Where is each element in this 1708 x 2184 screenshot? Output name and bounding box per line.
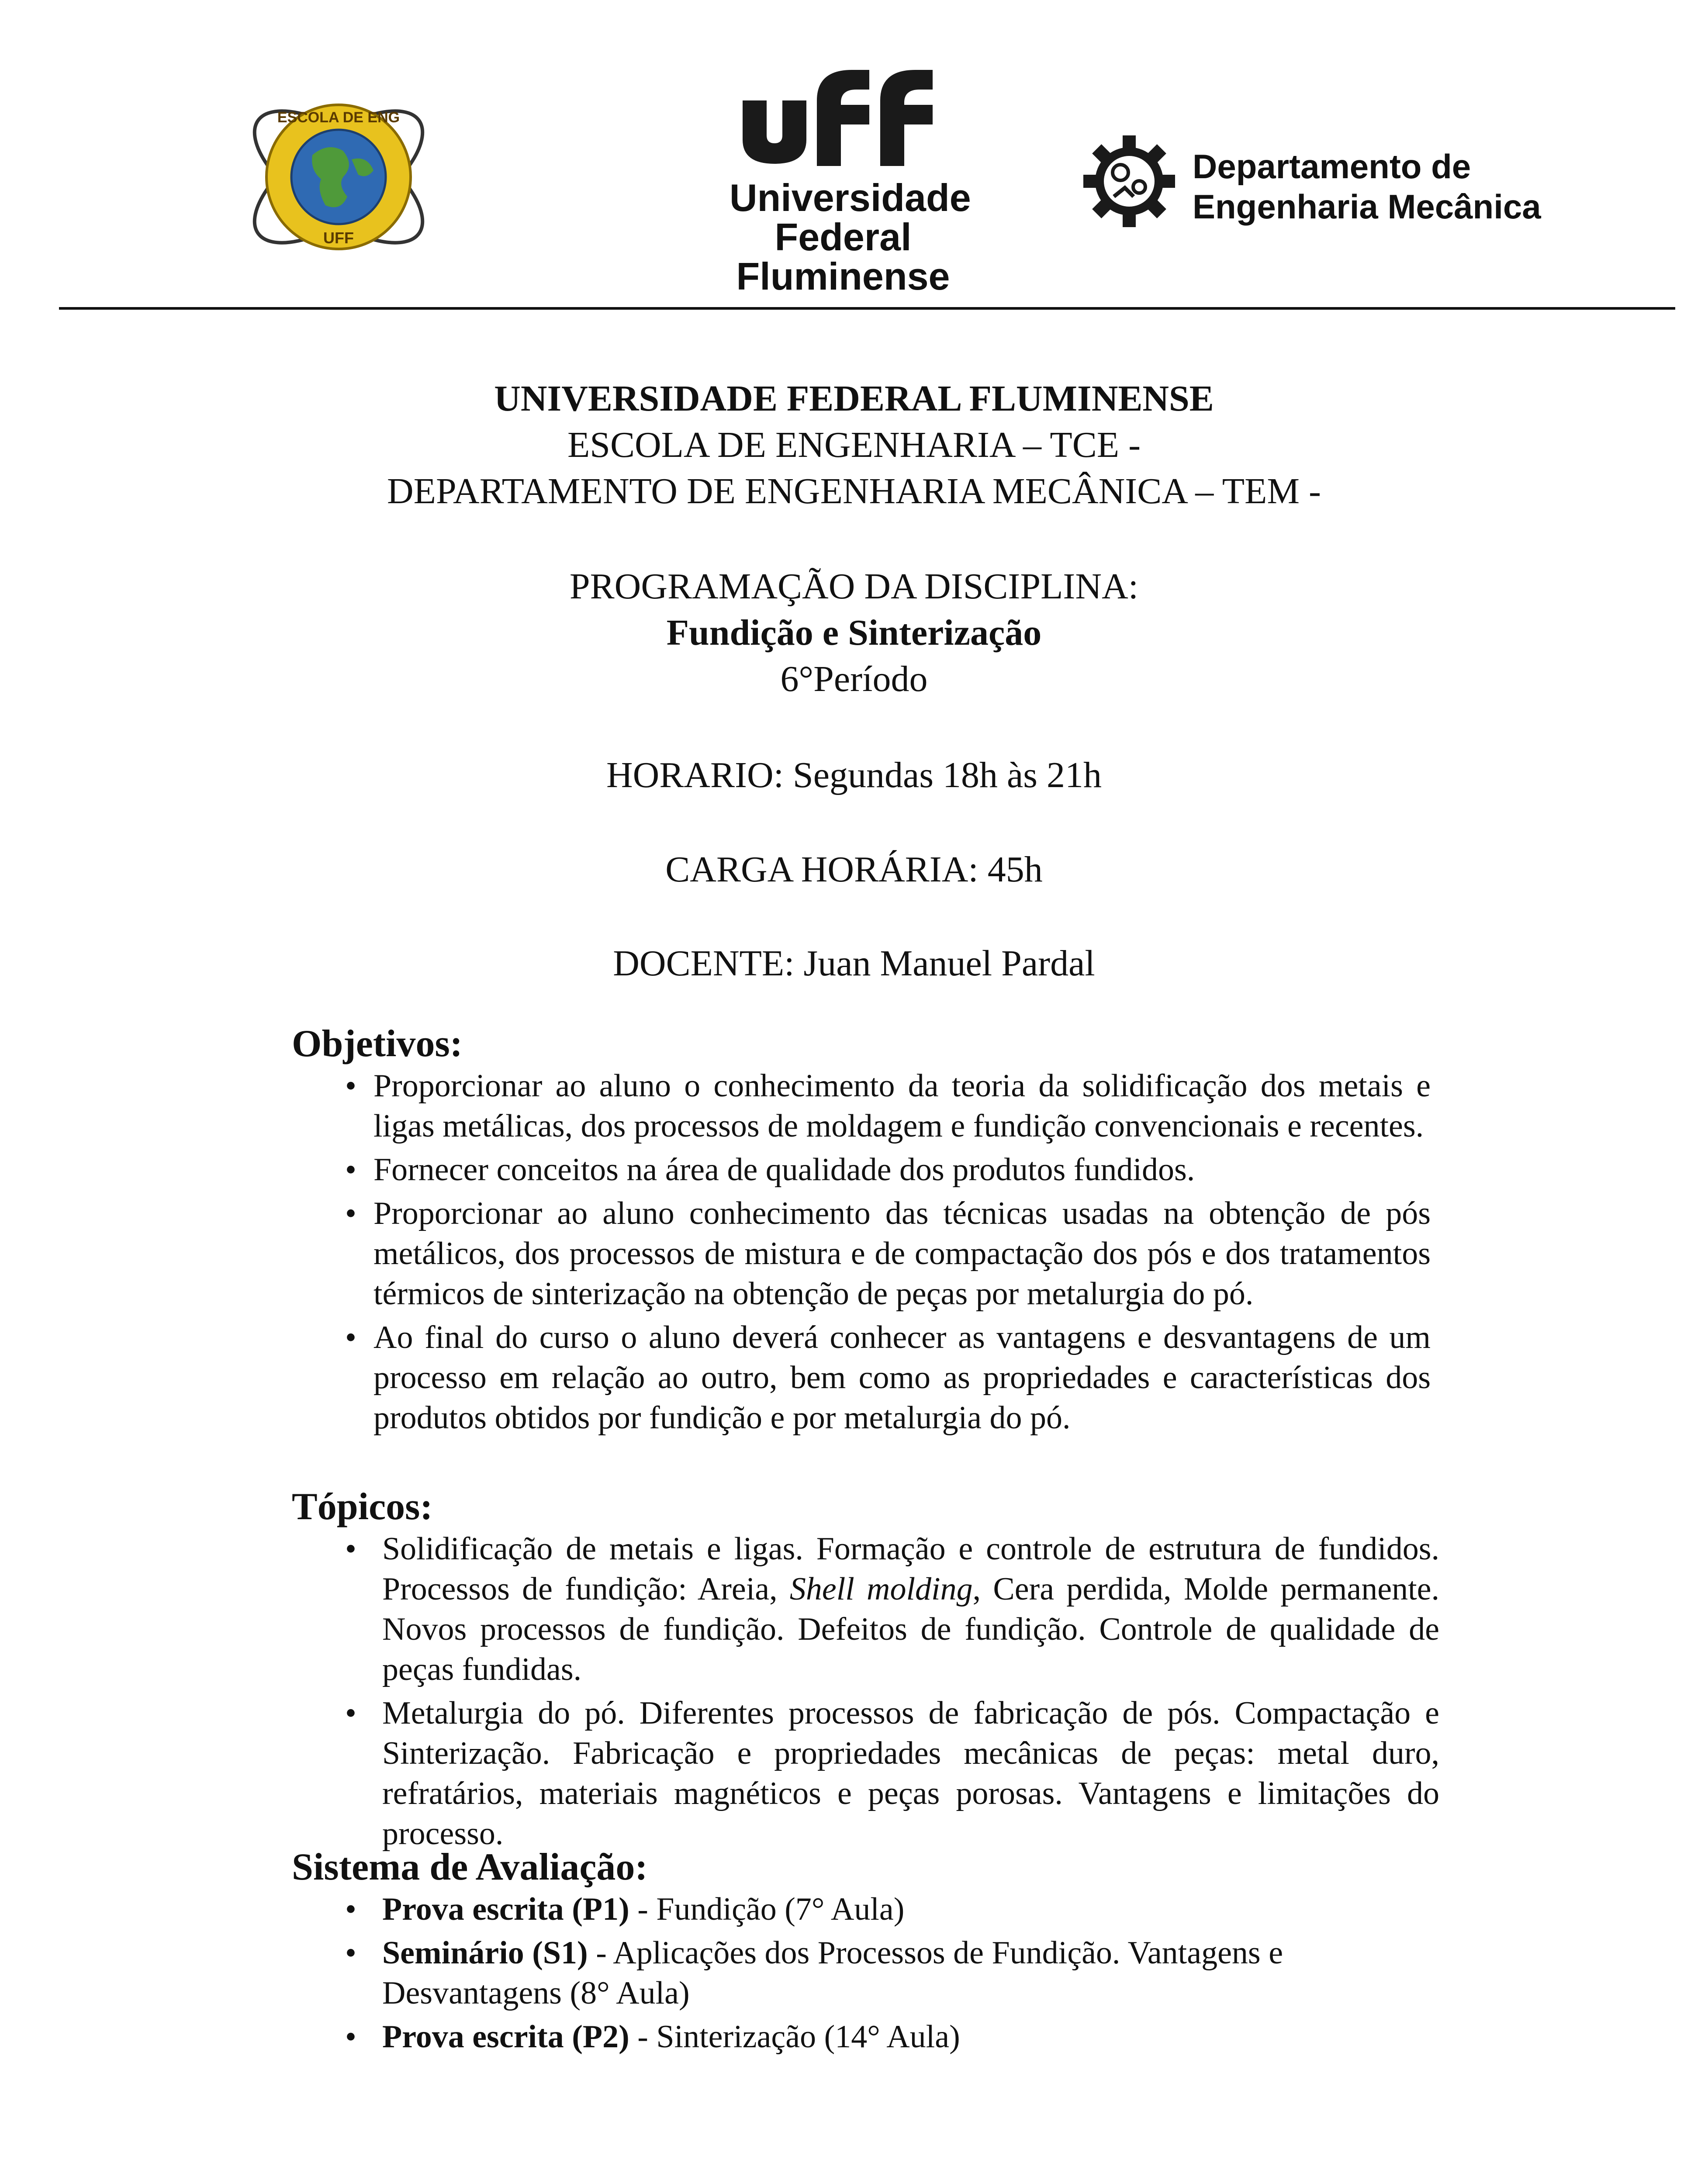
bullet-icon: • xyxy=(345,2019,356,2055)
dept-line-1: Departamento de xyxy=(1193,147,1471,186)
list-item: • Seminário (S1) - Aplicações dos Processos de Fundição. Vantagens e Desvantagens (8° Aula) xyxy=(382,1933,1452,2013)
list-item: • Solidificação de metais e ligas. Formação e controle de estrutura de fundidos. Processos de fundição: Areia, Shell molding, Cera perdida, Molde permanente. Novos processos de fundição. Defeitos de fundição. Controle de qualidade de peças fundidas. xyxy=(382,1529,1439,1690)
svg-text:UFF: UFF xyxy=(323,229,354,247)
bullet-icon: • xyxy=(345,1695,356,1731)
list-item: • Prova escrita (P1) - Fundição (7° Aula) xyxy=(382,1889,1452,1929)
school-title: ESCOLA DE ENGENHARIA – TCE - xyxy=(567,425,1141,465)
svg-text:ESCOLA DE ENG: ESCOLA DE ENG xyxy=(277,109,400,126)
gear-icon xyxy=(1083,135,1175,227)
bullet-icon: • xyxy=(345,1891,356,1927)
escola-engenharia-seal-logo xyxy=(236,81,441,273)
list-item: • Ao final do curso o aluno deverá conhecer as vantagens e desvantagens de um processo em relação ao outro, bem como as propriedades e características dos produtos obtidos por fundição e por metalurgia do pó. xyxy=(373,1317,1431,1438)
avaliacao-list xyxy=(345,1889,1452,2060)
course-name: Fundição e Sinterização xyxy=(666,612,1042,653)
topicos-heading: Tópicos: xyxy=(292,1486,433,1528)
header-rule xyxy=(59,307,1675,310)
objetivos-heading: Objetivos: xyxy=(292,1023,463,1065)
university-title: UNIVERSIDADE FEDERAL FLUMINENSE xyxy=(494,378,1214,419)
bullet-icon: • xyxy=(345,1320,356,1355)
dept-line-2: Engenharia Mecânica xyxy=(1193,187,1541,226)
uff-logo-line-1: Universidade xyxy=(730,176,971,219)
list-item: • Prova escrita (P2) - Sinterização (14° Aula) xyxy=(382,2017,1452,2057)
bullet-icon: • xyxy=(345,1531,356,1567)
objetivos-list xyxy=(345,1066,1431,1441)
uff-logo xyxy=(730,66,971,298)
department-title: DEPARTAMENTO DE ENGENHARIA MECÂNICA – TEM - xyxy=(387,471,1321,511)
program-label: PROGRAMAÇÃO DA DISCIPLINA: xyxy=(569,566,1139,607)
workload: CARGA HORÁRIA: 45h xyxy=(665,849,1043,890)
course-period: 6°Período xyxy=(780,659,928,699)
topicos-list xyxy=(345,1529,1439,1857)
bullet-icon: • xyxy=(345,1935,356,1971)
bullet-icon: • xyxy=(345,1196,356,1231)
list-item: • Proporcionar ao aluno conhecimento das técnicas usadas na obtenção de pós metálicos, dos processos de mistura e de compactação dos pós e dos tratamentos térmicos de sinterização na obtenção de peças por metalurgia do pó. xyxy=(373,1193,1431,1314)
list-item: • Fornecer conceitos na área de qualidade dos produtos fundidos. xyxy=(373,1150,1431,1190)
uff-wordmark-icon xyxy=(734,66,952,166)
avaliacao-heading: Sistema de Avaliação: xyxy=(292,1846,648,1888)
uff-logo-line-2: Federal xyxy=(774,215,912,259)
list-item: • Metalurgia do pó. Diferentes processos de fabricação de pós. Compactação e Sinterização. Fabricação e propriedades mecânicas de peças: metal duro, refratários, materiais magnéticos e peças porosas. Vantagens e limitações do processo. xyxy=(382,1693,1439,1854)
departamento-logo xyxy=(1083,135,1599,232)
departamento-name xyxy=(1193,146,1621,227)
schedule: HORARIO: Segundas 18h às 21h xyxy=(606,755,1102,795)
bullet-icon: • xyxy=(345,1068,356,1104)
uff-logo-line-3: Fluminense xyxy=(736,255,950,298)
bullet-icon: • xyxy=(345,1152,356,1188)
instructor: DOCENTE: Juan Manuel Pardal xyxy=(613,943,1095,984)
list-item: • Proporcionar ao aluno o conhecimento da teoria da solidificação dos metais e ligas metálicas, dos processos de moldagem e fundição convencionais e recentes. xyxy=(373,1066,1431,1146)
